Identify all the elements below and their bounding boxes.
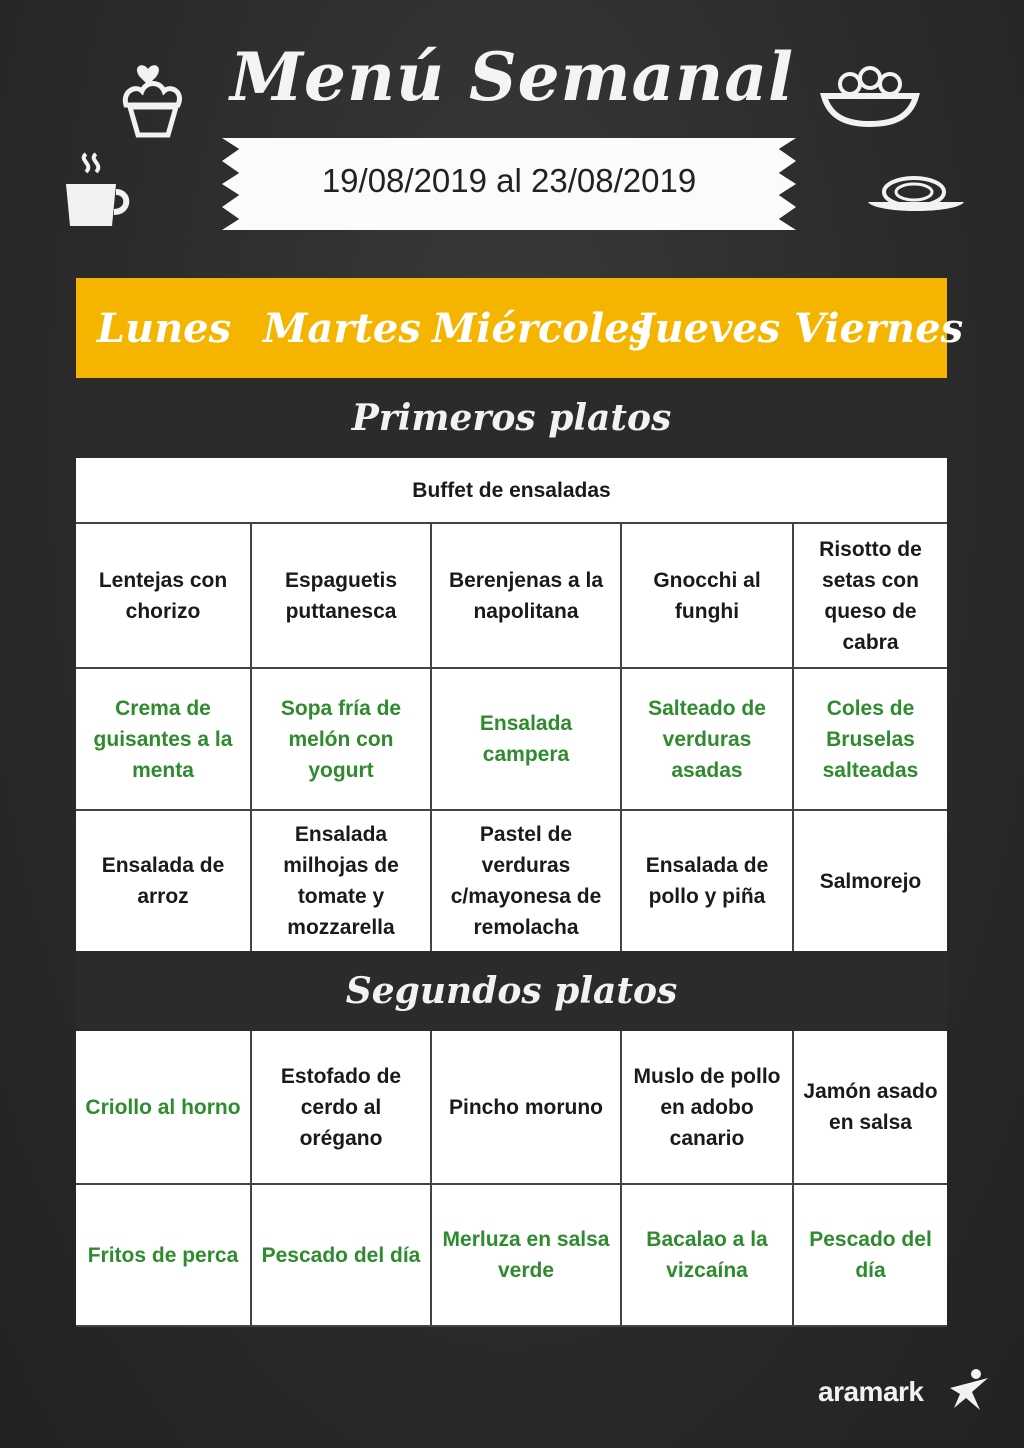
day-tuesday: Martes [263, 304, 421, 352]
menu-item: Pescado del día [809, 1228, 932, 1282]
menu-item: Lentejas con chorizo [76, 524, 252, 667]
cupcake-icon [118, 55, 188, 140]
date-range: 19/08/2019 al 23/08/2019 [321, 162, 697, 199]
menu-item: Bacalao a la vizcaína [622, 1185, 794, 1325]
menu-item: Salmorejo [819, 869, 922, 893]
table-row [76, 669, 947, 811]
weekday-header [76, 278, 964, 378]
menu-item: Estofado de cerdo al orégano [252, 1031, 432, 1183]
buffet-cell: Buffet de ensaladas [412, 478, 611, 502]
menu-item: Ensalada de arroz [76, 811, 252, 951]
menu-item: Pastel de verduras c/mayonesa de remolacha [432, 811, 622, 951]
menu-item: Berenjenas a la napolitana [432, 524, 622, 667]
pasta-plate-icon [864, 168, 968, 220]
menu-title: Menú Semanal [229, 38, 795, 116]
menu-item: Risotto de setas con queso de cabra [819, 537, 922, 654]
salad-bowl-icon [820, 62, 920, 128]
menu-item: Pincho moruno [432, 1031, 622, 1183]
day-monday: Lunes [96, 304, 232, 352]
menu-item: Sopa fría de melón con yogurt [252, 669, 432, 809]
menu-item: Merluza en salsa verde [432, 1185, 622, 1325]
menu-item: Ensalada campera [432, 669, 622, 809]
menu-item: Fritos de perca [76, 1185, 252, 1325]
coffee-cup-icon [62, 150, 132, 232]
menu-item: Jamón asado en salsa [803, 1080, 938, 1134]
menu-item: Criollo al horno [76, 1031, 252, 1183]
table-row [76, 524, 947, 669]
logo-text: aramark [818, 1376, 924, 1407]
day-thursday: Jueves [635, 304, 781, 352]
table-row [76, 1031, 947, 1185]
aramark-star-icon [944, 1366, 992, 1414]
section-primeros: Primeros platos [76, 378, 947, 458]
menu-item: Muslo de pollo en adobo canario [622, 1031, 794, 1183]
table-row [76, 1185, 947, 1327]
menu-item: Salteado de verduras asadas [622, 669, 794, 809]
menu-item: Ensalada milhojas de tomate y mozzarella [252, 811, 432, 951]
day-friday: Viernes [794, 304, 964, 352]
section-segundos: Segundos platos [76, 951, 947, 1031]
menu-item: Espaguetis puttanesca [252, 524, 432, 667]
menu-item: Ensalada de pollo y piña [622, 811, 794, 951]
menu-item: Coles de Bruselas salteadas [822, 696, 919, 782]
table-row [76, 811, 947, 951]
aramark-logo [818, 1376, 923, 1408]
menu-item: Crema de guisantes a la menta [76, 669, 252, 809]
menu-item: Gnocchi al funghi [622, 524, 794, 667]
buffet-row [76, 458, 947, 524]
menu-item: Pescado del día [252, 1185, 432, 1325]
menu-table [76, 278, 964, 1327]
day-wednesday: Miércoles [432, 304, 653, 352]
